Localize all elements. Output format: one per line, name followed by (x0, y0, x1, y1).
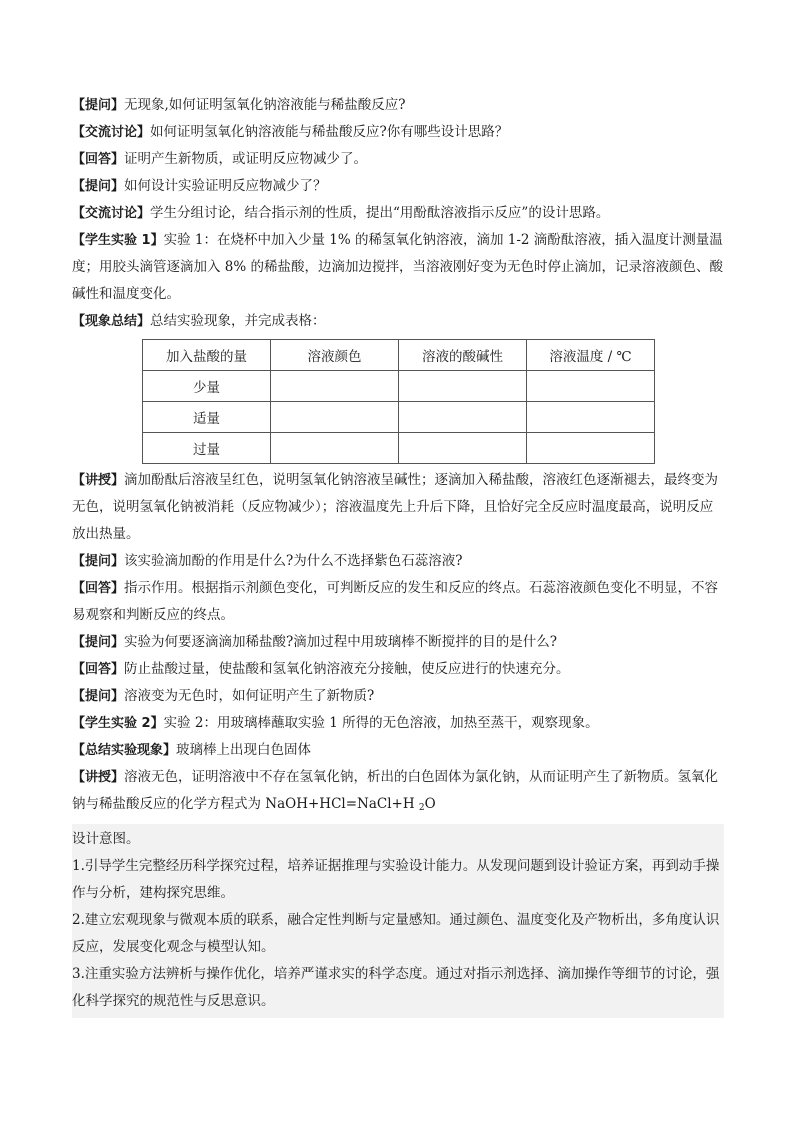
tag-label: 【提问】 (72, 689, 125, 704)
table-header: 溶液的酸碱性 (399, 340, 527, 371)
tag-label: 【学生实验 1】 (72, 233, 164, 248)
question-paragraph (72, 683, 724, 710)
tag-label: 【提问】 (72, 179, 125, 194)
summary-paragraph (72, 308, 724, 335)
discussion-paragraph (72, 200, 724, 227)
tag-label: 【总结实验现象】 (72, 743, 177, 758)
paragraph-text: 证明产生新物质，或证明反应物减少了。 (124, 151, 368, 167)
table-cell (271, 402, 399, 433)
design-intent-heading: 设计意图。 (72, 831, 140, 847)
paragraph-text: 无现象,如何证明氢氧化钠溶液能与稀盐酸反应? (124, 97, 406, 113)
tag-label: 【现象总结】 (72, 314, 151, 329)
tag-label: 【讲授】 (72, 473, 125, 488)
design-intent-item: 2.建立宏观现象与微观本质的联系，融合定性判断与定量感知。通过颜色、温度变化及产物析出，多角度认识反应，发展变化观念与模型认知。 (72, 912, 720, 955)
question-paragraph (72, 629, 724, 656)
table-cell (527, 402, 655, 433)
design-intent-box (72, 824, 724, 1018)
table-header: 溶液颜色 (271, 340, 399, 371)
design-intent-item: 3.注重实验方法辨析与操作优化，培养严谨求实的科学态度。通过对指示剂选择、滴加操作等细节的讨论，强化科学探究的规范性与反思意识。 (72, 966, 720, 1009)
paragraph-text: 溶液无色，证明溶液中不存在氢氧化钠，析出的白色固体为氯化钠，从而证明产生了新物质。氢氧化钠与稀盐酸反应的化学方程式为 NaOH+HCl=NaCl+H (72, 769, 719, 812)
paragraph-text: 如何设计实验证明反应物减少了？ (124, 178, 327, 194)
paragraph-text: 实验 2：用玻璃棒蘸取实验 1 所得的无色溶液，加热至蒸干，观察现象。 (163, 715, 599, 731)
answer-paragraph (72, 656, 724, 683)
paragraph-text: 学生分组讨论，结合指示剂的性质，提出“用酚酞溶液指示反应”的设计思路。 (150, 205, 610, 221)
paragraph-text: 玻璃棒上出现白色固体 (176, 742, 312, 758)
experiment-2-paragraph (72, 710, 724, 737)
table-cell (399, 433, 527, 464)
paragraph-text: 滴加酚酞后溶液呈红色，说明氢氧化钠溶液呈碱性；逐滴加入稀盐酸，溶液红色逐渐褪去，最终变为无色，说明氢氧化钠被消耗（反应物减少）；溶液温度先上升后下降，且恰好完全反应时温度最高，说明反应放出热量。 (72, 472, 719, 542)
question-paragraph (72, 548, 724, 575)
table-cell (399, 402, 527, 433)
table-cell: 适量 (143, 402, 271, 433)
table-header: 加入盐酸的量 (143, 340, 271, 371)
table-row (143, 402, 655, 433)
table-cell (271, 433, 399, 464)
paragraph-text: 实验 1：在烧杯中加入少量 1% 的稀氢氧化钠溶液，滴加 1-2 滴酚酞溶液，插入温度计测量温度；用胶头滴管逐滴加入 8% 的稀盐酸，边滴加边搅拌，当溶液刚好变为无色时停止滴加，记录溶液颜色、酸碱性和温度变化。 (72, 232, 723, 302)
tag-label: 【交流讨论】 (72, 125, 151, 140)
answer-paragraph (72, 146, 724, 173)
table-row (143, 433, 655, 464)
tag-label: 【回答】 (72, 152, 125, 167)
tag-label: 【学生实验 2】 (72, 716, 164, 731)
subscript: 2 (418, 803, 425, 813)
formula-tail: O (424, 796, 436, 812)
paragraph-text: 该实验滴加酚的作用是什么?为什么不选择紫色石蕊溶液? (124, 553, 463, 569)
question-paragraph (72, 173, 724, 200)
observation-table (142, 339, 655, 464)
question-paragraph (72, 92, 724, 119)
design-intent-item: 1.引导学生完整经历科学探究过程，培养证据推理与实验设计能力。从发现问题到设计验证方案，再到动手操作与分析，建构探究思维。 (72, 858, 720, 901)
lecture-paragraph (72, 467, 724, 548)
table-cell (527, 371, 655, 402)
phenomenon-paragraph (72, 737, 724, 764)
table-cell (527, 433, 655, 464)
paragraph-text: 溶液变为无色时，如何证明产生了新物质? (124, 688, 375, 704)
tag-label: 【回答】 (72, 662, 125, 677)
table-cell: 过量 (143, 433, 271, 464)
discussion-paragraph (72, 119, 724, 146)
table-row (143, 371, 655, 402)
paragraph-text: 总结实验现象，并完成表格： (150, 313, 326, 329)
tag-label: 【回答】 (72, 581, 125, 596)
paragraph-text: 如何证明氢氧化钠溶液能与稀盐酸反应?你有哪些设计思路？ (150, 124, 509, 140)
tag-label: 【交流讨论】 (72, 206, 151, 221)
paragraph-text: 实验为何要逐滴滴加稀盐酸?滴加过程中用玻璃棒不断搅拌的目的是什么? (124, 634, 557, 650)
lecture-equation-paragraph (72, 764, 724, 822)
table-header: 溶液温度 / ℃ (527, 340, 655, 371)
lesson-page (72, 92, 724, 1018)
table-cell (399, 371, 527, 402)
paragraph-text: 指示作用。根据指示剂颜色变化，可判断反应的发生和反应的终点。石蕊溶液颜色变化不明显，不容易观察和判断反应的终点。 (72, 580, 719, 623)
tag-label: 【讲授】 (72, 770, 125, 785)
table-cell (271, 371, 399, 402)
paragraph-text: 防止盐酸过量，使盐酸和氢氧化钠溶液充分接触，使反应进行的快速充分。 (124, 661, 570, 677)
tag-label: 【提问】 (72, 635, 125, 650)
table-header-row (143, 340, 655, 371)
answer-paragraph (72, 575, 724, 629)
tag-label: 【提问】 (72, 98, 125, 113)
tag-label: 【提问】 (72, 554, 125, 569)
experiment-1-paragraph (72, 227, 724, 308)
table-cell: 少量 (143, 371, 271, 402)
